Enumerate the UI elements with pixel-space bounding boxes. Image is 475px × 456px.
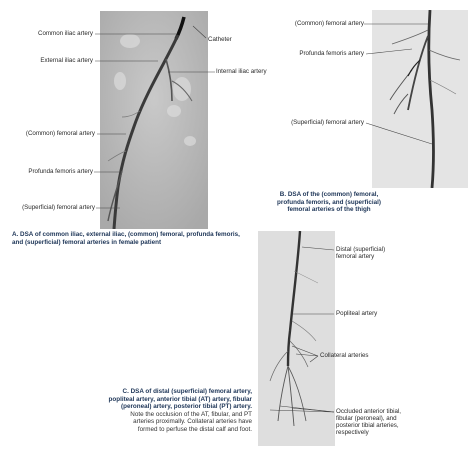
caption-c-line-1: C. DSA of distal (superficial) femoral artery, [122,388,252,395]
label-occluded-tibial-arteries [336,408,401,436]
angiogram-panel-c [258,231,335,446]
caption-c-note-2: arteries proximally. Collateral arteries have [133,418,252,426]
angiogram-b-image [372,10,468,188]
label-catheter: Catheter [208,36,232,43]
caption-b-line-3: femoral arteries of the thigh [287,206,371,214]
label-external-iliac-artery: External iliac artery [40,57,93,64]
label-b-common-femoral-artery: (Common) femoral artery [294,20,364,27]
label-distal-superficial-femoral-artery [336,246,385,260]
label-a-superficial-femoral-artery: (Superficial) femoral artery [22,204,95,211]
angiogram-a-image [100,11,208,229]
caption-b-line-1: B. DSA of the (common) femoral, [279,191,379,198]
caption-c-line-2: popliteal artery, anterior tibial (AT) artery, fibular [108,395,252,403]
caption-a-text: A. DSA of common iliac, external iliac, (common) femoral, profunda femoris, and (superficial) femoral arteries in female patient [12,231,240,246]
label-distal-line-1: Distal (superficial) [336,246,386,253]
caption-c-line-3: (peroneal) artery, posterior tibial (PT) artery. [121,403,252,411]
caption-b-line-2: profunda femoris, and (superficial) [277,198,381,206]
angiogram-c-image [258,231,335,446]
label-b-superficial-femoral-artery: (Superficial) femoral artery [291,119,364,126]
label-internal-iliac-artery: Internal iliac artery [216,68,267,75]
angiogram-panel-b [372,10,468,188]
label-occluded-line-4: respectively [336,429,369,436]
label-occluded-line-3: posterior tibial arteries, [336,422,399,429]
angiogram-panel-a [100,11,208,229]
label-common-iliac-artery: Common iliac artery [37,30,93,37]
caption-panel-c [92,388,252,434]
label-popliteal-artery: Popliteal artery [336,310,378,317]
caption-c-note-1: Note the occlusion of the AT, fibular, and PT [130,410,252,418]
caption-panel-b [256,191,402,214]
label-occluded-line-1: Occluded anterior tibial, [336,408,402,415]
label-occluded-line-2: fibular (peroneal), and [336,415,397,422]
label-a-profunda-femoris-artery: Profunda femoris artery [28,168,93,175]
caption-c-note-3: formed to perfuse the distal calf and foot. [137,425,252,433]
caption-panel-a [12,231,242,246]
label-distal-line-2: femoral artery [336,253,375,260]
label-collateral-arteries: Collateral arteries [320,352,369,359]
label-a-common-femoral-artery: (Common) femoral artery [25,130,95,137]
label-b-profunda-femoris-artery: Profunda femoris artery [299,50,364,57]
